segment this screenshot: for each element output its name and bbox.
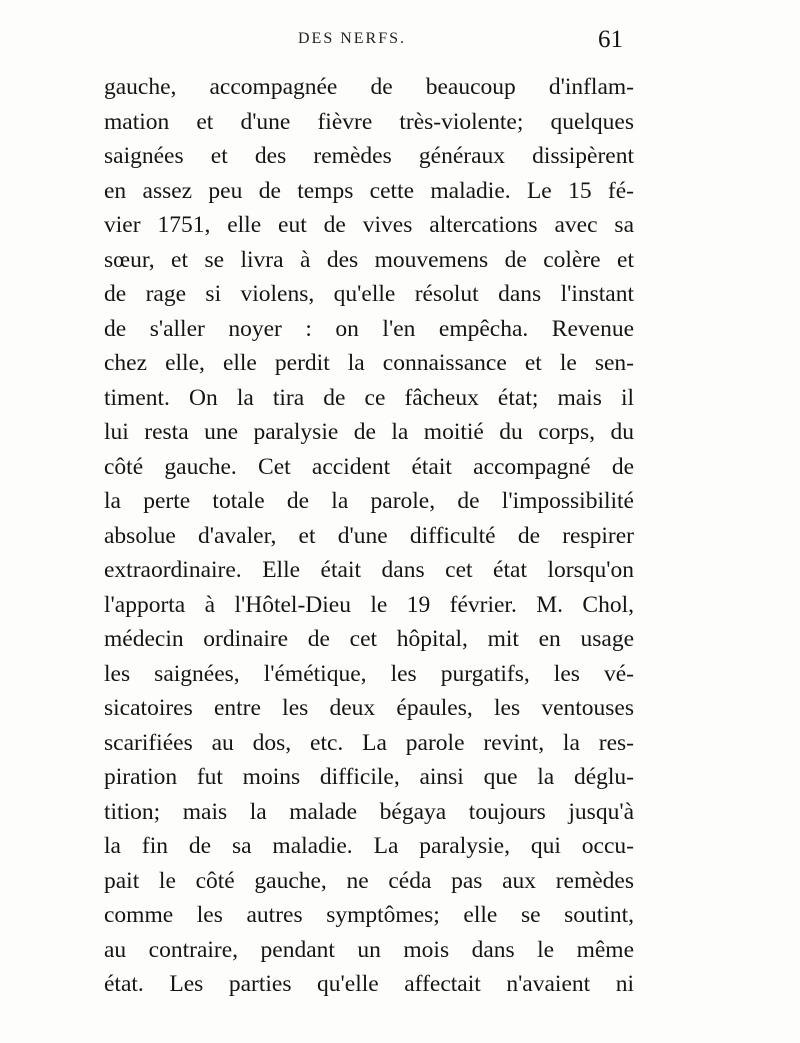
text-line: saignées et des remèdes généraux dissipèrent xyxy=(104,143,634,169)
text-line: en assez peu de temps cette maladie. Le 15 fé- xyxy=(104,177,634,204)
text-line: état. Les parties qu'elle affectait n'avaient ni xyxy=(104,971,634,997)
text-line: la perte totale de la parole, de l'impossibilité xyxy=(104,488,634,514)
body-text xyxy=(104,70,634,1002)
text-line: lui resta une paralysie de la moitié du corps, du xyxy=(104,419,634,445)
text-line: extraordinaire. Elle était dans cet état lorsqu'on xyxy=(104,557,634,583)
text-line: piration fut moins difficile, ainsi que la déglu- xyxy=(104,764,634,790)
page-number: 61 xyxy=(598,26,623,53)
text-line: de rage si violens, qu'elle résolut dans l'instant xyxy=(104,281,634,307)
text-line: chez elle, elle perdit la connaissance et le sen- xyxy=(104,350,634,376)
text-line: de s'aller noyer : on l'en empêcha. Revenue xyxy=(104,315,634,342)
text-line: absolue d'avaler, et d'une difficulté de respirer xyxy=(104,522,634,549)
text-line: au contraire, pendant un mois dans le même xyxy=(104,936,634,963)
text-line: vier 1751, elle eut de vives altercations avec sa xyxy=(104,212,634,238)
text-line: l'apporta à l'Hôtel-Dieu le 19 février. M. Chol, xyxy=(104,591,634,618)
text-line: les saignées, l'émétique, les purgatifs, les vé- xyxy=(104,660,634,687)
text-line: gauche, accompagnée de beaucoup d'inflam- xyxy=(104,74,634,100)
text-line: médecin ordinaire de cet hôpital, mit en usage xyxy=(104,626,634,652)
text-line: sœur, et se livra à des mouvemens de colère et xyxy=(104,246,634,273)
text-line: sicatoires entre les deux épaules, les ventouses xyxy=(104,695,634,721)
text-line: comme les autres symptômes; elle se soutint, xyxy=(104,902,634,928)
running-title: DES NERFS. xyxy=(298,30,407,47)
text-line: tition; mais la malade bégaya toujours jusqu'à xyxy=(104,798,634,825)
text-line: côté gauche. Cet accident était accompagné de xyxy=(104,453,634,480)
text-line: scarifiées au dos, etc. La parole revint, la res- xyxy=(104,729,634,756)
text-line: timent. On la tira de ce fâcheux état; mais il xyxy=(104,384,634,411)
text-line: la fin de sa maladie. La paralysie, qui occu- xyxy=(104,833,634,859)
text-line: pait le côté gauche, ne céda pas aux remèdes xyxy=(104,867,634,894)
text-line: mation et d'une fièvre très-violente; quelques xyxy=(104,108,634,135)
